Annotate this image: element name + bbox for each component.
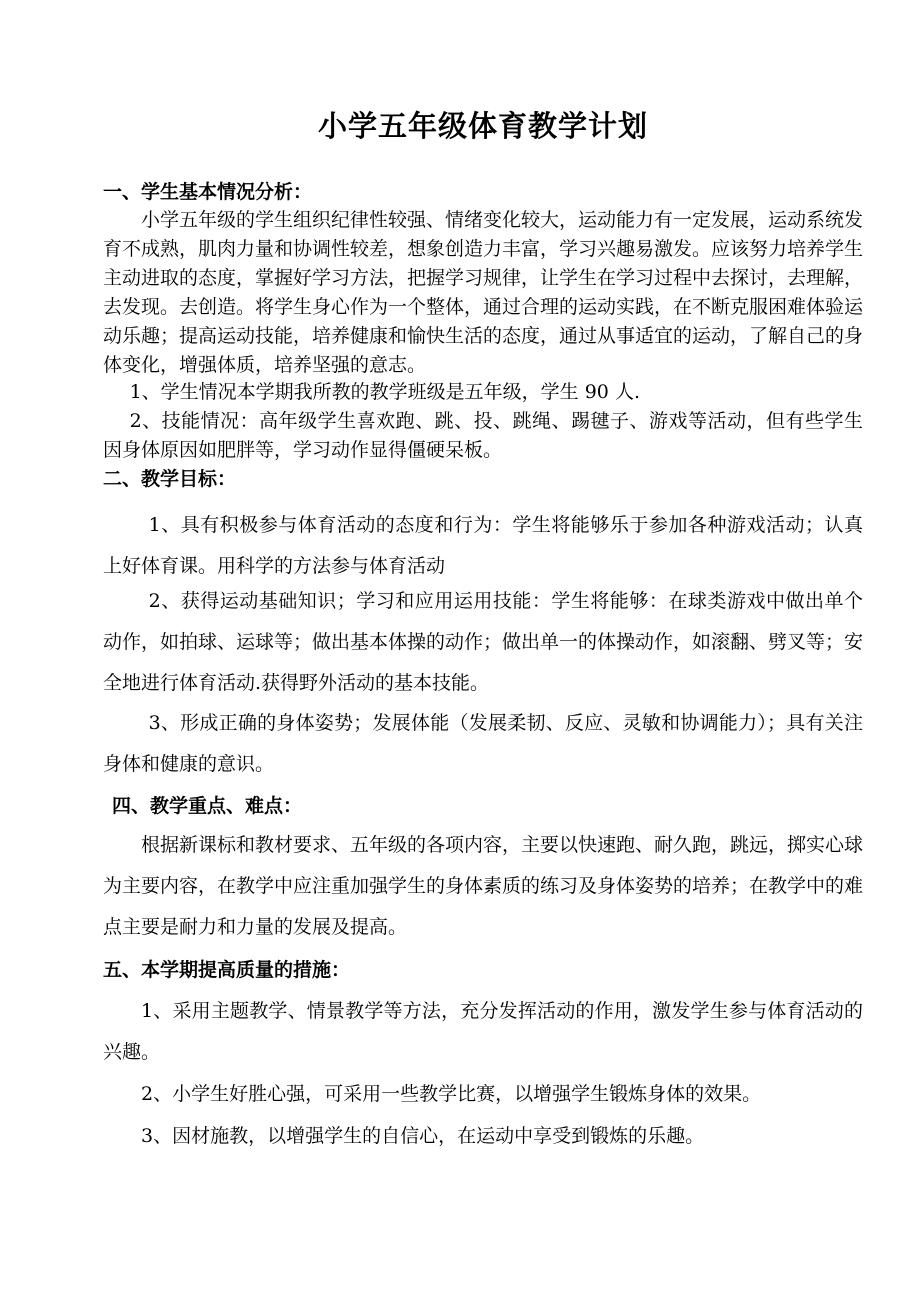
section-5-measure-3: 3、因材施教，以增强学生的自信心，在运动中享受到锻炼的乐趣。 (141, 1125, 705, 1147)
section-2-heading: 二、教学目标： (103, 468, 237, 490)
section-4-text: 根据新课标和教材要求、五年级的各项内容，主要以快速跑、耐久跑，跳远，掷实心球为主要内容，在教学中应注重加强学生的身体素质的练习及身体姿势的培养；在教学中的难点主要是耐力和力量的发展及提高。 (103, 834, 864, 938)
section-1-item-2: 2、技能情况：高年级学生喜欢跑、跳、投、跳绳、踢毽子、游戏等活动，但有些学生因身体原因如肥胖等，学习动作显得僵硬呆板。 (103, 410, 863, 461)
section-2-goal-3: 3、形成正确的身体姿势；发展体能（发展柔韧、反应、灵敏和协调能力）；具有关注身体和健康的意识。 (103, 712, 863, 775)
section-2-goal-2: 2、获得运动基础知识；学习和应用运用技能：学生将能够：在球类游戏中做出单个动作，如拍球、运球等；做出基本体操的动作；做出单一的体操动作，如滚翻、劈叉等；安全地进行体育活动.获得野外活动的基本技能。 (103, 590, 864, 694)
document-title: 小学五年级体育教学计划 (317, 109, 648, 143)
section-4-heading: 四、教学重点、难点： (112, 795, 303, 817)
section-5-heading: 五、本学期提高质量的措施： (103, 959, 351, 981)
section-5-measure-1: 1、采用主题教学、情景教学等方法，充分发挥活动的作用，激发学生参与体育活动的兴趣。 (103, 1000, 863, 1063)
section-1-item-1: 1、学生情况本学期我所教的教学班级是五年级，学生 90 人. (129, 381, 640, 403)
section-2-goal-1: 1、具有积极参与体育活动的态度和行为：学生将能够乐于参加各种游戏活动；认真上好体育课。用科学的方法参与体育活动 (103, 514, 863, 577)
section-1-heading: 一、学生基本情况分析： (103, 181, 313, 203)
section-5-measure-2: 2、小学生好胜心强，可采用一些教学比赛，以增强学生锻炼身体的效果。 (141, 1083, 762, 1105)
section-1-intro: 小学五年级的学生组织纪律性较强、情绪变化较大，运动能力有一定发展，运动系统发育不成熟，肌肉力量和协调性较差，想象创造力丰富，学习兴趣易激发。应该努力培养学生主动进取的态度，掌握好学习方法，把握学习规律，让学生在学习过程中去探讨，去理解，去发现。去创造。将学生身心作为一个整体，通过合理的运动实践，在不断克服困难体验运动乐趣；提高运动技能，培养健康和愉快生活的态度，通过从事适宜的运动，了解自己的身体变化，增强体质，培养坚强的意志。 (103, 209, 864, 376)
